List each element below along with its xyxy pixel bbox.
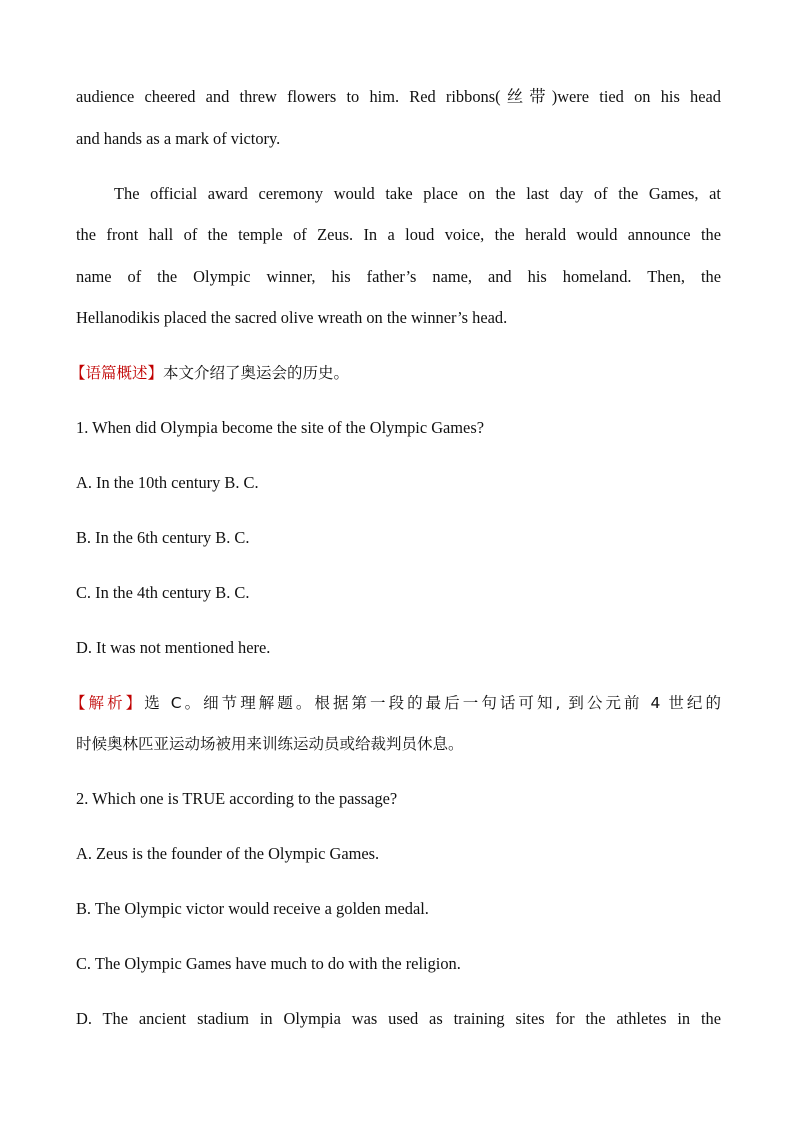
q2-option-d: D. The ancient stadium in Olympia was used as training sites for the athletes in the: [76, 1009, 721, 1028]
q2-option-a: A. Zeus is the founder of the Olympic Games.: [76, 844, 380, 863]
question-2: 2. Which one is TRUE according to the passage?: [76, 789, 398, 808]
passage-line-5: name of the Olympic winner, his father’s name, and his homeland. Then, the: [76, 267, 721, 286]
summary-tag: 【语篇概述】: [70, 364, 164, 382]
analysis-text-1: 选 C。细节理解题。根据第一段的最后一句话可知, 到公元前 4 世纪的: [144, 694, 721, 712]
passage-line-4: the front hall of the temple of Zeus. In a loud voice, the herald would announce the: [76, 225, 721, 244]
q2-option-b: B. The Olympic victor would receive a golden medal.: [76, 899, 429, 918]
passage-line-3: The official award ceremony would take place on the last day of the Games, at: [114, 184, 721, 203]
summary-text: 本文介绍了奥运会的历史。: [163, 364, 350, 382]
q1-option-a: A. In the 10th century B. C.: [76, 473, 259, 492]
q1-option-d: D. It was not mentioned here.: [76, 638, 271, 657]
summary-paragraph: [70, 362, 715, 384]
q1-analysis-line-1: [70, 692, 721, 714]
question-1: 1. When did Olympia become the site of the Olympic Games?: [76, 418, 484, 437]
q1-option-c: C. In the 4th century B. C.: [76, 583, 250, 602]
q1-option-b: B. In the 6th century B. C.: [76, 528, 250, 547]
passage-line-2: and hands as a mark of victory.: [76, 129, 281, 148]
document-page: [70, 0, 721, 1122]
passage-line-6: Hellanodikis placed the sacred olive wreath on the winner’s head.: [76, 308, 508, 327]
analysis-tag: 【解析】: [70, 694, 145, 712]
passage-line-1: audience cheered and threw flowers to him. Red ribbons(丝带)were tied on his head: [76, 87, 721, 106]
q1-analysis-line-2: 时候奥林匹亚运动场被用来训练运动员或给裁判员休息。: [76, 735, 464, 753]
q2-option-c: C. The Olympic Games have much to do with the religion.: [76, 954, 461, 973]
